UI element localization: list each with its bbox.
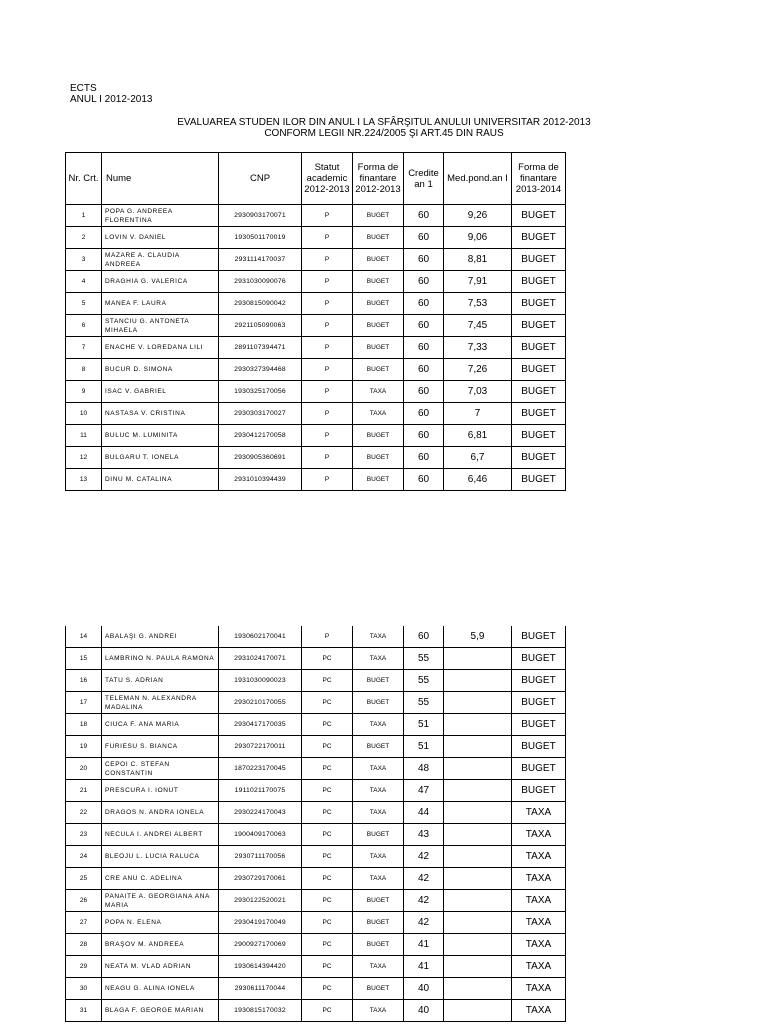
row-nr: 14 xyxy=(66,626,102,648)
row-forma-next: BUGET xyxy=(512,249,566,271)
row-credite: 60 xyxy=(404,403,444,425)
row-statut: P xyxy=(302,293,353,315)
table-row xyxy=(66,868,566,890)
header-year: ANUL I 2012-2013 xyxy=(70,94,153,105)
row-cnp: 2891107394471 xyxy=(219,337,302,359)
row-med: 7,45 xyxy=(444,315,512,337)
row-name: BUCUR D. SIMONA xyxy=(102,359,219,381)
row-credite: 55 xyxy=(404,670,444,692)
table-row xyxy=(66,890,566,912)
row-statut: PC xyxy=(302,868,353,890)
row-forma-next: BUGET xyxy=(512,736,566,758)
row-med xyxy=(444,978,512,1000)
row-statut: P xyxy=(302,205,353,227)
row-med xyxy=(444,714,512,736)
row-nr: 25 xyxy=(66,868,102,890)
col-forma-next: Forma de finantare 2013-2014 xyxy=(512,153,566,205)
row-nr: 16 xyxy=(66,670,102,692)
row-forma: TAXA xyxy=(353,626,404,648)
row-forma-next: TAXA xyxy=(512,890,566,912)
row-forma-next: TAXA xyxy=(512,846,566,868)
row-statut: PC xyxy=(302,934,353,956)
row-forma: BUGET xyxy=(353,934,404,956)
table-row xyxy=(66,824,566,846)
row-name: DRAGOS N. ANDRA IONELA xyxy=(102,802,219,824)
row-med xyxy=(444,670,512,692)
row-cnp: 1870223170045 xyxy=(219,758,302,780)
row-name: PRESCURA I. IONUT xyxy=(102,780,219,802)
row-name: MANEA F. LAURA xyxy=(102,293,219,315)
table-row xyxy=(66,648,566,670)
row-med xyxy=(444,692,512,714)
row-nr: 29 xyxy=(66,956,102,978)
col-statut: Statut academic 2012-2013 xyxy=(302,153,353,205)
row-credite: 60 xyxy=(404,249,444,271)
row-credite: 60 xyxy=(404,447,444,469)
row-forma-next: BUGET xyxy=(512,758,566,780)
row-name: BLAGA F. GEORGE MARIAN xyxy=(102,1000,219,1022)
row-cnp: 2930327394468 xyxy=(219,359,302,381)
row-forma: BUGET xyxy=(353,337,404,359)
table-row xyxy=(66,670,566,692)
row-name: ABALAŞI G. ANDREI xyxy=(102,626,219,648)
table-row xyxy=(66,714,566,736)
row-cnp: 2930417170035 xyxy=(219,714,302,736)
row-statut: P xyxy=(302,249,353,271)
row-cnp: 2930412170058 xyxy=(219,425,302,447)
row-forma-next: BUGET xyxy=(512,692,566,714)
students-table-1 xyxy=(65,152,566,491)
row-forma-next: BUGET xyxy=(512,469,566,491)
row-name: CEPOI C. STEFAN CONSTANTIN xyxy=(102,758,219,780)
row-cnp: 2930729170061 xyxy=(219,868,302,890)
row-nr: 2 xyxy=(66,227,102,249)
row-name: BLEOJU L. LUCIA RALUCA xyxy=(102,846,219,868)
col-med: Med.pond.an I xyxy=(444,153,512,205)
row-statut: PC xyxy=(302,780,353,802)
row-statut: P xyxy=(302,403,353,425)
row-forma: BUGET xyxy=(353,293,404,315)
row-forma: TAXA xyxy=(353,868,404,890)
row-cnp: 2930722170011 xyxy=(219,736,302,758)
col-nume: Nume xyxy=(102,153,219,205)
row-forma: BUGET xyxy=(353,824,404,846)
table-row xyxy=(66,249,566,271)
row-forma-next: TAXA xyxy=(512,978,566,1000)
row-nr: 30 xyxy=(66,978,102,1000)
row-cnp: 2930210170055 xyxy=(219,692,302,714)
row-credite: 47 xyxy=(404,780,444,802)
col-credite: Credite an 1 xyxy=(404,153,444,205)
row-med: 9,26 xyxy=(444,205,512,227)
row-forma: BUGET xyxy=(353,912,404,934)
row-credite: 51 xyxy=(404,714,444,736)
row-statut: P xyxy=(302,381,353,403)
row-statut: P xyxy=(302,469,353,491)
row-forma-next: TAXA xyxy=(512,824,566,846)
row-forma: TAXA xyxy=(353,381,404,403)
row-cnp: 1930325170056 xyxy=(219,381,302,403)
row-statut: P xyxy=(302,359,353,381)
row-forma: BUGET xyxy=(353,890,404,912)
row-forma-next: BUGET xyxy=(512,626,566,648)
row-statut: P xyxy=(302,337,353,359)
row-credite: 44 xyxy=(404,802,444,824)
row-med: 7,53 xyxy=(444,293,512,315)
row-nr: 3 xyxy=(66,249,102,271)
row-credite: 60 xyxy=(404,626,444,648)
table-row xyxy=(66,1000,566,1022)
row-name: POPA G. ANDREEA FLORENTINA xyxy=(102,205,219,227)
table-row xyxy=(66,802,566,824)
row-forma: BUGET xyxy=(353,205,404,227)
row-med: 5,9 xyxy=(444,626,512,648)
row-name: BRAŞOV M. ANDREEA xyxy=(102,934,219,956)
table-row xyxy=(66,692,566,714)
table-row xyxy=(66,978,566,1000)
header-ects: ECTS xyxy=(70,83,97,94)
row-cnp: 1930614394420 xyxy=(219,956,302,978)
row-statut: PC xyxy=(302,758,353,780)
row-forma: BUGET xyxy=(353,692,404,714)
row-name: DINU M. CATALINA xyxy=(102,469,219,491)
row-forma-next: BUGET xyxy=(512,425,566,447)
row-forma-next: BUGET xyxy=(512,271,566,293)
row-cnp: 2930611170044 xyxy=(219,978,302,1000)
row-forma: BUGET xyxy=(353,359,404,381)
row-cnp: 2930905360691 xyxy=(219,447,302,469)
row-med xyxy=(444,868,512,890)
row-forma-next: TAXA xyxy=(512,934,566,956)
row-nr: 10 xyxy=(66,403,102,425)
row-cnp: 2930711170056 xyxy=(219,846,302,868)
col-cnp: CNP xyxy=(219,153,302,205)
row-statut: PC xyxy=(302,648,353,670)
row-nr: 19 xyxy=(66,736,102,758)
row-med xyxy=(444,802,512,824)
row-name: STANCIU G. ANTONETA MIHAELA xyxy=(102,315,219,337)
row-forma: TAXA xyxy=(353,956,404,978)
row-statut: P xyxy=(302,315,353,337)
row-credite: 40 xyxy=(404,978,444,1000)
row-forma-next: BUGET xyxy=(512,359,566,381)
table-row xyxy=(66,447,566,469)
row-med xyxy=(444,1000,512,1022)
row-name: NECULA I. ANDREI ALBERT xyxy=(102,824,219,846)
row-name: CRE ANU C. ADELINA xyxy=(102,868,219,890)
students-table-2 xyxy=(65,626,566,1022)
table-row xyxy=(66,403,566,425)
row-cnp: 1930501170019 xyxy=(219,227,302,249)
row-forma-next: BUGET xyxy=(512,670,566,692)
row-forma-next: BUGET xyxy=(512,315,566,337)
table-row xyxy=(66,381,566,403)
row-credite: 60 xyxy=(404,337,444,359)
row-name: MAZARE A. CLAUDIA ANDREEA xyxy=(102,249,219,271)
row-credite: 51 xyxy=(404,736,444,758)
row-med: 8,81 xyxy=(444,249,512,271)
row-nr: 15 xyxy=(66,648,102,670)
row-name: DRAGHIA G. VALERICA xyxy=(102,271,219,293)
row-forma-next: BUGET xyxy=(512,337,566,359)
row-forma: TAXA xyxy=(353,802,404,824)
row-nr: 9 xyxy=(66,381,102,403)
row-med: 6,81 xyxy=(444,425,512,447)
row-nr: 18 xyxy=(66,714,102,736)
row-med: 7,03 xyxy=(444,381,512,403)
row-credite: 42 xyxy=(404,846,444,868)
table-row xyxy=(66,780,566,802)
row-forma: TAXA xyxy=(353,780,404,802)
row-statut: P xyxy=(302,425,353,447)
row-forma-next: TAXA xyxy=(512,868,566,890)
row-med: 6,7 xyxy=(444,447,512,469)
table-row xyxy=(66,626,566,648)
row-credite: 43 xyxy=(404,824,444,846)
table-row xyxy=(66,359,566,381)
row-forma-next: TAXA xyxy=(512,912,566,934)
row-nr: 7 xyxy=(66,337,102,359)
row-statut: PC xyxy=(302,1000,353,1022)
row-credite: 60 xyxy=(404,381,444,403)
row-cnp: 2931030090076 xyxy=(219,271,302,293)
row-credite: 42 xyxy=(404,890,444,912)
row-forma-next: BUGET xyxy=(512,227,566,249)
table-row xyxy=(66,846,566,868)
row-credite: 60 xyxy=(404,205,444,227)
table-row xyxy=(66,934,566,956)
row-statut: PC xyxy=(302,670,353,692)
row-statut: PC xyxy=(302,692,353,714)
row-nr: 24 xyxy=(66,846,102,868)
row-credite: 41 xyxy=(404,934,444,956)
row-cnp: 2931010394439 xyxy=(219,469,302,491)
row-nr: 28 xyxy=(66,934,102,956)
row-med: 7,91 xyxy=(444,271,512,293)
row-nr: 8 xyxy=(66,359,102,381)
row-forma: TAXA xyxy=(353,1000,404,1022)
row-credite: 40 xyxy=(404,1000,444,1022)
row-credite: 48 xyxy=(404,758,444,780)
row-med xyxy=(444,824,512,846)
row-forma: BUGET xyxy=(353,736,404,758)
row-cnp: 2900927170069 xyxy=(219,934,302,956)
row-nr: 31 xyxy=(66,1000,102,1022)
row-credite: 55 xyxy=(404,648,444,670)
row-name: NASTASA V. CRISTINA xyxy=(102,403,219,425)
row-credite: 60 xyxy=(404,227,444,249)
row-med xyxy=(444,912,512,934)
row-statut: P xyxy=(302,626,353,648)
row-nr: 12 xyxy=(66,447,102,469)
row-forma-next: BUGET xyxy=(512,714,566,736)
row-cnp: 1930815170032 xyxy=(219,1000,302,1022)
row-nr: 22 xyxy=(66,802,102,824)
row-forma: BUGET xyxy=(353,315,404,337)
row-cnp: 2930419170049 xyxy=(219,912,302,934)
row-credite: 60 xyxy=(404,315,444,337)
row-nr: 6 xyxy=(66,315,102,337)
row-forma: TAXA xyxy=(353,403,404,425)
row-credite: 60 xyxy=(404,425,444,447)
row-forma-next: BUGET xyxy=(512,205,566,227)
row-credite: 60 xyxy=(404,359,444,381)
row-nr: 11 xyxy=(66,425,102,447)
row-statut: PC xyxy=(302,846,353,868)
table-row xyxy=(66,469,566,491)
row-forma: BUGET xyxy=(353,425,404,447)
row-forma: TAXA xyxy=(353,846,404,868)
row-forma-next: TAXA xyxy=(512,802,566,824)
row-nr: 17 xyxy=(66,692,102,714)
row-med xyxy=(444,758,512,780)
row-med xyxy=(444,934,512,956)
row-name: BULGARU T. IONELA xyxy=(102,447,219,469)
row-forma-next: BUGET xyxy=(512,381,566,403)
row-name: LOVIN V. DANIEL xyxy=(102,227,219,249)
row-statut: PC xyxy=(302,736,353,758)
document-subtitle: CONFORM LEGII NR.224/2005 ŞI ART.45 DIN RAUS xyxy=(264,128,504,139)
row-forma: BUGET xyxy=(353,227,404,249)
row-name: PANAITE A. GEORGIANA ANA MARIA xyxy=(102,890,219,912)
row-cnp: 2930303170027 xyxy=(219,403,302,425)
row-credite: 41 xyxy=(404,956,444,978)
row-med: 7,26 xyxy=(444,359,512,381)
table-row xyxy=(66,337,566,359)
row-credite: 60 xyxy=(404,293,444,315)
row-name: NEATA M. VLAD ADRIAN xyxy=(102,956,219,978)
row-forma: BUGET xyxy=(353,670,404,692)
row-med: 7,33 xyxy=(444,337,512,359)
row-name: ENACHE V. LOREDANA LILI xyxy=(102,337,219,359)
row-cnp: 2931114170037 xyxy=(219,249,302,271)
row-cnp: 2931024170071 xyxy=(219,648,302,670)
row-cnp: 1900409170063 xyxy=(219,824,302,846)
row-nr: 21 xyxy=(66,780,102,802)
row-forma: BUGET xyxy=(353,469,404,491)
row-cnp: 2930903170071 xyxy=(219,205,302,227)
row-statut: P xyxy=(302,271,353,293)
row-forma: TAXA xyxy=(353,714,404,736)
row-name: POPA N. ELENA xyxy=(102,912,219,934)
row-name: BULUC M. LUMINITA xyxy=(102,425,219,447)
col-forma: Forma de finantare 2012-2013 xyxy=(353,153,404,205)
table-row xyxy=(66,956,566,978)
row-forma: BUGET xyxy=(353,249,404,271)
row-nr: 23 xyxy=(66,824,102,846)
table-row xyxy=(66,736,566,758)
row-statut: PC xyxy=(302,714,353,736)
row-med xyxy=(444,780,512,802)
col-nr: Nr. Crt. xyxy=(66,153,102,205)
table-row xyxy=(66,271,566,293)
row-credite: 55 xyxy=(404,692,444,714)
row-med xyxy=(444,956,512,978)
row-forma: BUGET xyxy=(353,271,404,293)
row-med: 9,06 xyxy=(444,227,512,249)
row-cnp: 1930602170041 xyxy=(219,626,302,648)
row-nr: 20 xyxy=(66,758,102,780)
row-forma: BUGET xyxy=(353,447,404,469)
row-forma: TAXA xyxy=(353,758,404,780)
row-name: LAMBRINO N. PAULA RAMONA xyxy=(102,648,219,670)
row-forma: BUGET xyxy=(353,978,404,1000)
row-med xyxy=(444,648,512,670)
table-row xyxy=(66,315,566,337)
row-name: ISAC V. GABRIEL xyxy=(102,381,219,403)
row-forma-next: TAXA xyxy=(512,956,566,978)
row-statut: PC xyxy=(302,978,353,1000)
row-nr: 4 xyxy=(66,271,102,293)
table-row xyxy=(66,293,566,315)
row-name: FURIESU S. BIANCA xyxy=(102,736,219,758)
row-statut: PC xyxy=(302,802,353,824)
row-cnp: 2921105090063 xyxy=(219,315,302,337)
row-statut: PC xyxy=(302,956,353,978)
row-nr: 13 xyxy=(66,469,102,491)
row-name: CIUCA F. ANA MARIA xyxy=(102,714,219,736)
row-name: TELEMAN N. ALEXANDRA MADALINA xyxy=(102,692,219,714)
row-nr: 26 xyxy=(66,890,102,912)
row-credite: 60 xyxy=(404,469,444,491)
row-med: 6,46 xyxy=(444,469,512,491)
row-forma: TAXA xyxy=(353,648,404,670)
row-med xyxy=(444,736,512,758)
row-nr: 5 xyxy=(66,293,102,315)
row-forma-next: TAXA xyxy=(512,1000,566,1022)
row-forma-next: BUGET xyxy=(512,447,566,469)
row-cnp: 1931030090023 xyxy=(219,670,302,692)
row-statut: P xyxy=(302,227,353,249)
document-title: EVALUAREA STUDEN ILOR DIN ANUL I LA SFÂRŞITUL ANULUI UNIVERSITAR 2012-2013 xyxy=(177,117,591,128)
row-name: NEAGU G. ALINA IONELA xyxy=(102,978,219,1000)
row-cnp: 2930224170043 xyxy=(219,802,302,824)
row-nr: 1 xyxy=(66,205,102,227)
table-row xyxy=(66,227,566,249)
row-statut: P xyxy=(302,447,353,469)
table-row xyxy=(66,425,566,447)
row-med xyxy=(444,890,512,912)
row-credite: 42 xyxy=(404,868,444,890)
table-row xyxy=(66,205,566,227)
row-med xyxy=(444,846,512,868)
row-cnp: 2930122520021 xyxy=(219,890,302,912)
row-statut: PC xyxy=(302,912,353,934)
table-row xyxy=(66,758,566,780)
row-cnp: 1911021170075 xyxy=(219,780,302,802)
row-statut: PC xyxy=(302,890,353,912)
row-med: 7 xyxy=(444,403,512,425)
row-forma-next: BUGET xyxy=(512,648,566,670)
row-statut: PC xyxy=(302,824,353,846)
row-name: TATU S. ADRIAN xyxy=(102,670,219,692)
row-cnp: 2930815090042 xyxy=(219,293,302,315)
row-credite: 42 xyxy=(404,912,444,934)
row-forma-next: BUGET xyxy=(512,780,566,802)
row-credite: 60 xyxy=(404,271,444,293)
table-row xyxy=(66,912,566,934)
row-forma-next: BUGET xyxy=(512,293,566,315)
row-forma-next: BUGET xyxy=(512,403,566,425)
row-nr: 27 xyxy=(66,912,102,934)
